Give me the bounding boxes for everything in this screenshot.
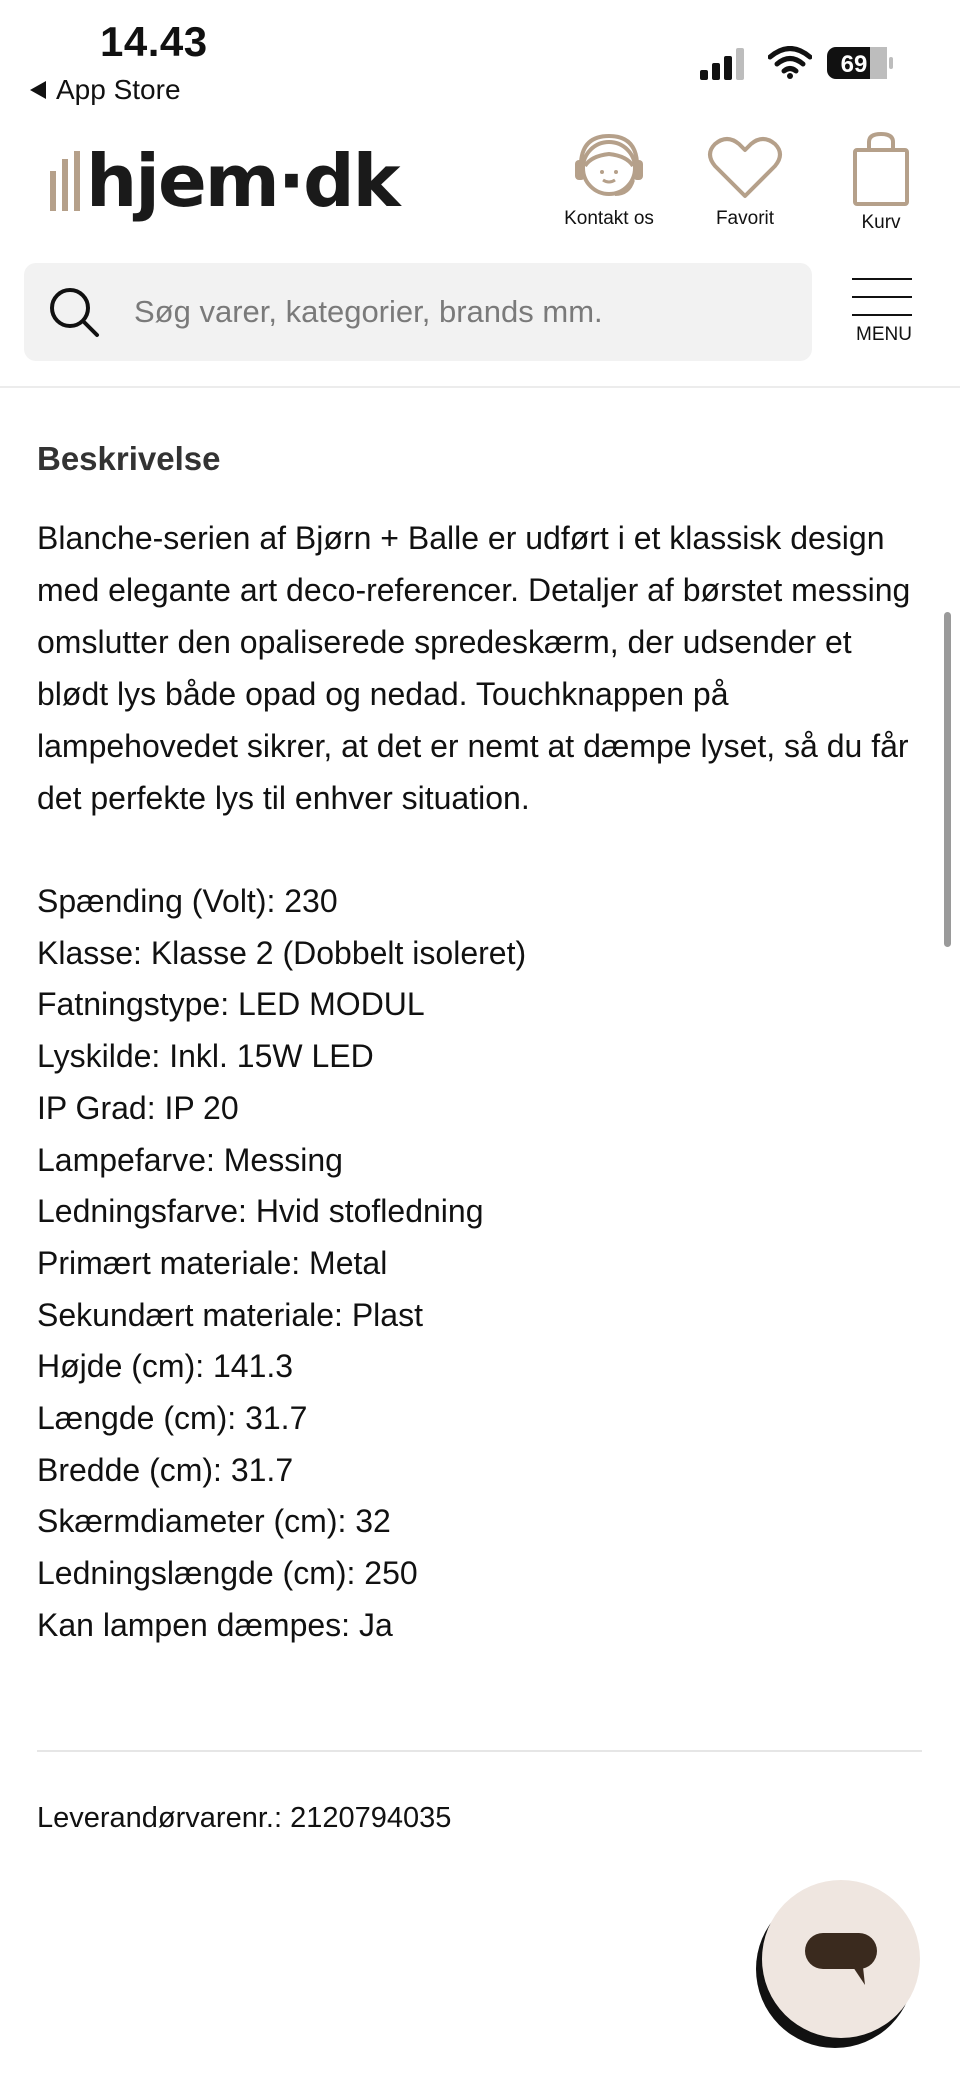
menu-button[interactable] bbox=[852, 278, 916, 346]
back-label: App Store bbox=[56, 74, 181, 105]
battery-icon bbox=[826, 46, 894, 80]
support-headset-icon bbox=[569, 132, 649, 202]
hamburger-line bbox=[852, 314, 912, 316]
contact-label: Kontakt os bbox=[564, 208, 654, 229]
contact-button[interactable] bbox=[544, 132, 674, 230]
spec-list bbox=[37, 876, 927, 1652]
search-input[interactable]: Søg varer, kategorier, brands mm. bbox=[134, 294, 603, 329]
favorite-label: Favorit bbox=[715, 208, 775, 229]
description-text: Blanche-serien af Bjørn + Balle er udført i et klassisk design med elegante art deco-referencer. Detaljer af børstet messing omslutter den opaliserede spredeskærm, der udsender et blødt lys både opad og nedad. Touchknappen på lampehovedet sikrer, at det er nemt at dæmpe lyset, så du får det perfekte lys til enhver situation. bbox=[37, 520, 911, 816]
status-time: 14.43 bbox=[100, 18, 208, 65]
back-to-app-store-button[interactable] bbox=[30, 74, 181, 106]
spec-item: Ledningslængde (cm): 250 bbox=[37, 1555, 418, 1592]
cart-label: Kurv bbox=[861, 212, 901, 233]
spec-item: Ledningsfarve: Hvid stofledning bbox=[37, 1193, 484, 1230]
battery-level: 69 bbox=[840, 51, 868, 78]
chat-button[interactable] bbox=[762, 1880, 920, 2038]
scrollbar[interactable] bbox=[944, 612, 951, 947]
logo-mark-icon bbox=[50, 151, 80, 211]
section-divider bbox=[37, 1750, 922, 1752]
spec-item: Bredde (cm): 31.7 bbox=[37, 1451, 294, 1488]
hamburger-icon bbox=[852, 278, 912, 280]
site-logo[interactable] bbox=[50, 139, 399, 223]
spec-item: Primært materiale: Metal bbox=[37, 1244, 388, 1281]
heart-icon bbox=[705, 132, 785, 202]
cellular-signal-icon bbox=[700, 48, 752, 80]
spec-item: Sekundært materiale: Plast bbox=[37, 1296, 423, 1333]
spec-item: Højde (cm): 141.3 bbox=[37, 1348, 294, 1385]
wifi-icon bbox=[768, 46, 812, 80]
supplier-number: Leverandørvarenr.: 2120794035 bbox=[37, 1802, 452, 1834]
spec-item: IP Grad: IP 20 bbox=[37, 1089, 239, 1126]
spec-item: Længde (cm): 31.7 bbox=[37, 1400, 308, 1437]
spec-item: Fatningstype: LED MODUL bbox=[37, 986, 425, 1023]
search-bar[interactable] bbox=[24, 263, 812, 361]
logo-text: hjem·dk bbox=[86, 139, 399, 223]
spec-item: Skærmdiameter (cm): 32 bbox=[37, 1503, 391, 1540]
favorite-button[interactable] bbox=[680, 132, 810, 230]
chat-bubble-icon bbox=[801, 1929, 881, 1989]
hamburger-line bbox=[852, 296, 912, 298]
spec-item: Lampefarve: Messing bbox=[37, 1141, 343, 1178]
spec-item: Klasse: Klasse 2 (Dobbelt isoleret) bbox=[37, 934, 527, 971]
spec-item: Kan lampen dæmpes: Ja bbox=[37, 1606, 393, 1643]
search-icon bbox=[48, 286, 100, 338]
header-divider bbox=[0, 386, 960, 388]
description-heading: Beskrivelse bbox=[37, 440, 221, 477]
spec-item: Lyskilde: Inkl. 15W LED bbox=[37, 1038, 374, 1075]
cart-button[interactable] bbox=[816, 132, 946, 234]
back-arrow-icon bbox=[30, 81, 46, 99]
spec-item: Spænding (Volt): 230 bbox=[37, 883, 338, 919]
description-section bbox=[37, 440, 927, 1652]
menu-label: MENU bbox=[856, 324, 912, 345]
shopping-bag-icon bbox=[841, 132, 921, 206]
